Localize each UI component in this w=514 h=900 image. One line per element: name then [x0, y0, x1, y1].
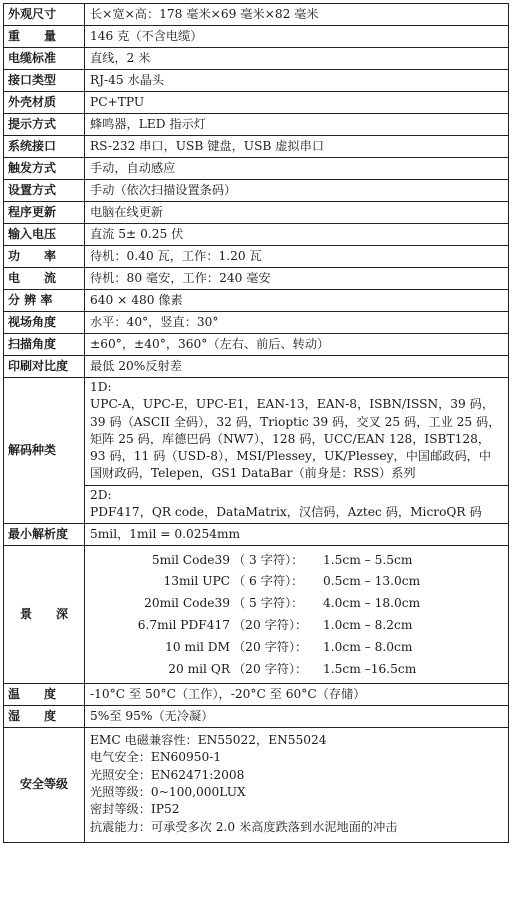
- spec-label-depth-of-field: 景 深: [4, 546, 85, 684]
- depth-of-field-row: [90, 593, 503, 615]
- spec-label: 外观尺寸: [4, 4, 85, 26]
- spec-row-min-resolution: [4, 524, 509, 546]
- decode-line: 39 码（ASCII 全码），32 码，Trioptic 39 码，交叉 25 码，工业 25 码，: [90, 414, 501, 429]
- spec-row-decode-types: [4, 378, 509, 524]
- spec-value: 640 × 480 像素: [85, 290, 509, 312]
- spec-value: 直线，2 米: [85, 48, 509, 70]
- safety-line: 电气安全：EN60950-1: [90, 750, 222, 765]
- spec-row: [4, 70, 509, 92]
- depth-of-field-list: [90, 549, 503, 680]
- depth-range: 1.5cm –16.5cm: [323, 661, 417, 676]
- depth-range: 1.0cm – 8.0cm: [323, 639, 413, 654]
- spec-row: [4, 136, 509, 158]
- depth-char-count: （ 6 字符）：: [233, 574, 304, 589]
- depth-barcode-type: 5mil Code39: [151, 552, 230, 567]
- spec-label: 提示方式: [4, 114, 85, 136]
- spec-label: 程序更新: [4, 202, 85, 224]
- spec-row-temperature: [4, 684, 509, 706]
- spec-label: 重 量: [4, 26, 85, 48]
- spec-value: RS-232 串口，USB 键盘，USB 虚拟串口: [85, 136, 509, 158]
- spec-value-humidity: 5%至 95%（无冷凝）: [85, 706, 509, 728]
- spec-label-humidity: 湿 度: [4, 706, 85, 728]
- decode-line: 93 码，11 码（USD-8），MSI/Plessey，UK/Plessey，中国邮政码，中: [90, 449, 492, 464]
- spec-label: 功 率: [4, 246, 85, 268]
- depth-of-field-row: [90, 615, 503, 637]
- spec-label: 印刷对比度: [4, 356, 85, 378]
- spec-value: PC+TPU: [85, 92, 509, 114]
- decode-line: 1D:: [90, 380, 112, 394]
- decode-line: 国财政码，Telepen，GS1 DataBar（前身是：RSS）系列: [90, 466, 416, 481]
- spec-value: 电脑在线更新: [85, 202, 509, 224]
- depth-range: 1.5cm – 5.5cm: [323, 552, 413, 567]
- spec-label-min-resolution: 最小解析度: [4, 524, 85, 546]
- depth-barcode-type: 20 mil QR: [168, 661, 230, 676]
- spec-value: 待机：80 毫安，工作：240 毫安: [85, 268, 509, 290]
- spec-value: ±60°，±40°，360°（左右、前后、转动）: [85, 334, 509, 356]
- spec-table-body: [4, 4, 509, 843]
- spec-row-humidity: [4, 706, 509, 728]
- spec-label: 接口类型: [4, 70, 85, 92]
- safety-line: 抗震能力：可承受多次 2.0 米高度跌落到水泥地面的冲击: [90, 819, 398, 834]
- spec-value: 待机：0.40 瓦，工作：1.20 瓦: [85, 246, 509, 268]
- depth-char-count: （ 5 字符）：: [233, 596, 304, 611]
- spec-row: [4, 48, 509, 70]
- spec-row: [4, 114, 509, 136]
- spec-row: [4, 268, 509, 290]
- spec-label: 外壳材质: [4, 92, 85, 114]
- spec-label: 电缆标准: [4, 48, 85, 70]
- depth-of-field-row: [90, 637, 503, 659]
- spec-row: [4, 92, 509, 114]
- decode-line: 矩阵 25 码，库德巴码（NW7），128 码，UCC/EAN 128，ISBT128，: [90, 431, 491, 446]
- spec-label: 电 流: [4, 268, 85, 290]
- depth-barcode-type: 10 mil DM: [165, 639, 230, 654]
- depth-char-count: （20 字符）：: [233, 617, 308, 632]
- spec-row: [4, 356, 509, 378]
- spec-value-min-resolution: 5mil，1mil = 0.0254mm: [85, 524, 509, 546]
- spec-value: 蜂鸣器，LED 指示灯: [85, 114, 509, 136]
- spec-label-safety: 安全等级: [4, 728, 85, 843]
- spec-label: 扫描角度: [4, 334, 85, 356]
- depth-char-count: （20 字符）：: [233, 639, 308, 654]
- spec-row: [4, 26, 509, 48]
- safety-line: 光照等级：0~100,000LUX: [90, 785, 246, 800]
- safety-cell: [85, 728, 509, 843]
- spec-value: 水平：40°，竖直：30°: [85, 312, 509, 334]
- spec-value: 直流 5± 0.25 伏: [85, 224, 509, 246]
- depth-barcode-type: 20mil Code39: [144, 596, 230, 611]
- spec-value: 手动（依次扫描设置条码）: [85, 180, 509, 202]
- depth-of-field-row: [90, 549, 503, 571]
- spec-row: [4, 224, 509, 246]
- spec-value: 长×宽×高：178 毫米×69 毫米×82 毫米: [85, 4, 509, 26]
- depth-range: 1.0cm – 8.2cm: [323, 617, 413, 632]
- decode-types-cell: [85, 378, 509, 524]
- depth-char-count: （20 字符）：: [233, 661, 308, 676]
- decode-line: UPC-A，UPC-E，UPC-E1，EAN-13，EAN-8，ISBN/ISSN，39 码，: [90, 397, 495, 412]
- spec-label-decode-types: 解码种类: [4, 378, 85, 524]
- spec-label: 系统接口: [4, 136, 85, 158]
- decode-sections: [90, 378, 503, 523]
- depth-range: 0.5cm – 13.0cm: [323, 574, 421, 589]
- spec-label: 分 辨 率: [4, 290, 85, 312]
- safety-line: EMC 电磁兼容性：EN55022，EN55024: [90, 733, 327, 748]
- spec-label: 触发方式: [4, 158, 85, 180]
- spec-row: [4, 202, 509, 224]
- safety-line: 光照安全：EN62471:2008: [90, 767, 245, 782]
- spec-row: [4, 180, 509, 202]
- spec-label: 视场角度: [4, 312, 85, 334]
- depth-range: 4.0cm – 18.0cm: [323, 596, 421, 611]
- depth-barcode-type: 6.7mil PDF417: [137, 617, 230, 632]
- spec-row-safety: [4, 728, 509, 843]
- safety-line: 密封等级：IP52: [90, 802, 180, 817]
- spec-row: [4, 158, 509, 180]
- spec-row: [4, 4, 509, 26]
- spec-value: 手动，自动感应: [85, 158, 509, 180]
- depth-of-field-row: [90, 658, 503, 680]
- decode-section: [90, 378, 503, 485]
- spec-value: RJ-45 水晶头: [85, 70, 509, 92]
- depth-of-field-row: [90, 571, 503, 593]
- depth-char-count: （ 3 字符）：: [233, 552, 304, 567]
- depth-barcode-type: 13mil UPC: [163, 574, 230, 589]
- decode-line: PDF417，QR code，DataMatrix，汉信码，Aztec 码，MicroQR 码: [90, 505, 482, 520]
- decode-section: [85, 485, 508, 524]
- spec-row: [4, 246, 509, 268]
- spec-row-depth-of-field: [4, 546, 509, 684]
- spec-row: [4, 334, 509, 356]
- spec-label: 输入电压: [4, 224, 85, 246]
- spec-row: [4, 312, 509, 334]
- spec-table: [3, 3, 509, 843]
- spec-value: 146 克（不含电缆）: [85, 26, 509, 48]
- spec-label-temperature: 温 度: [4, 684, 85, 706]
- depth-of-field-cell: [85, 546, 509, 684]
- spec-label: 设置方式: [4, 180, 85, 202]
- spec-value-temperature: -10°C 至 50°C（工作），-20°C 至 60°C（存储）: [85, 684, 509, 706]
- spec-value: 最低 20%反射差: [85, 356, 509, 378]
- spec-row: [4, 290, 509, 312]
- decode-line: 2D:: [90, 487, 112, 502]
- safety-list: [90, 732, 503, 836]
